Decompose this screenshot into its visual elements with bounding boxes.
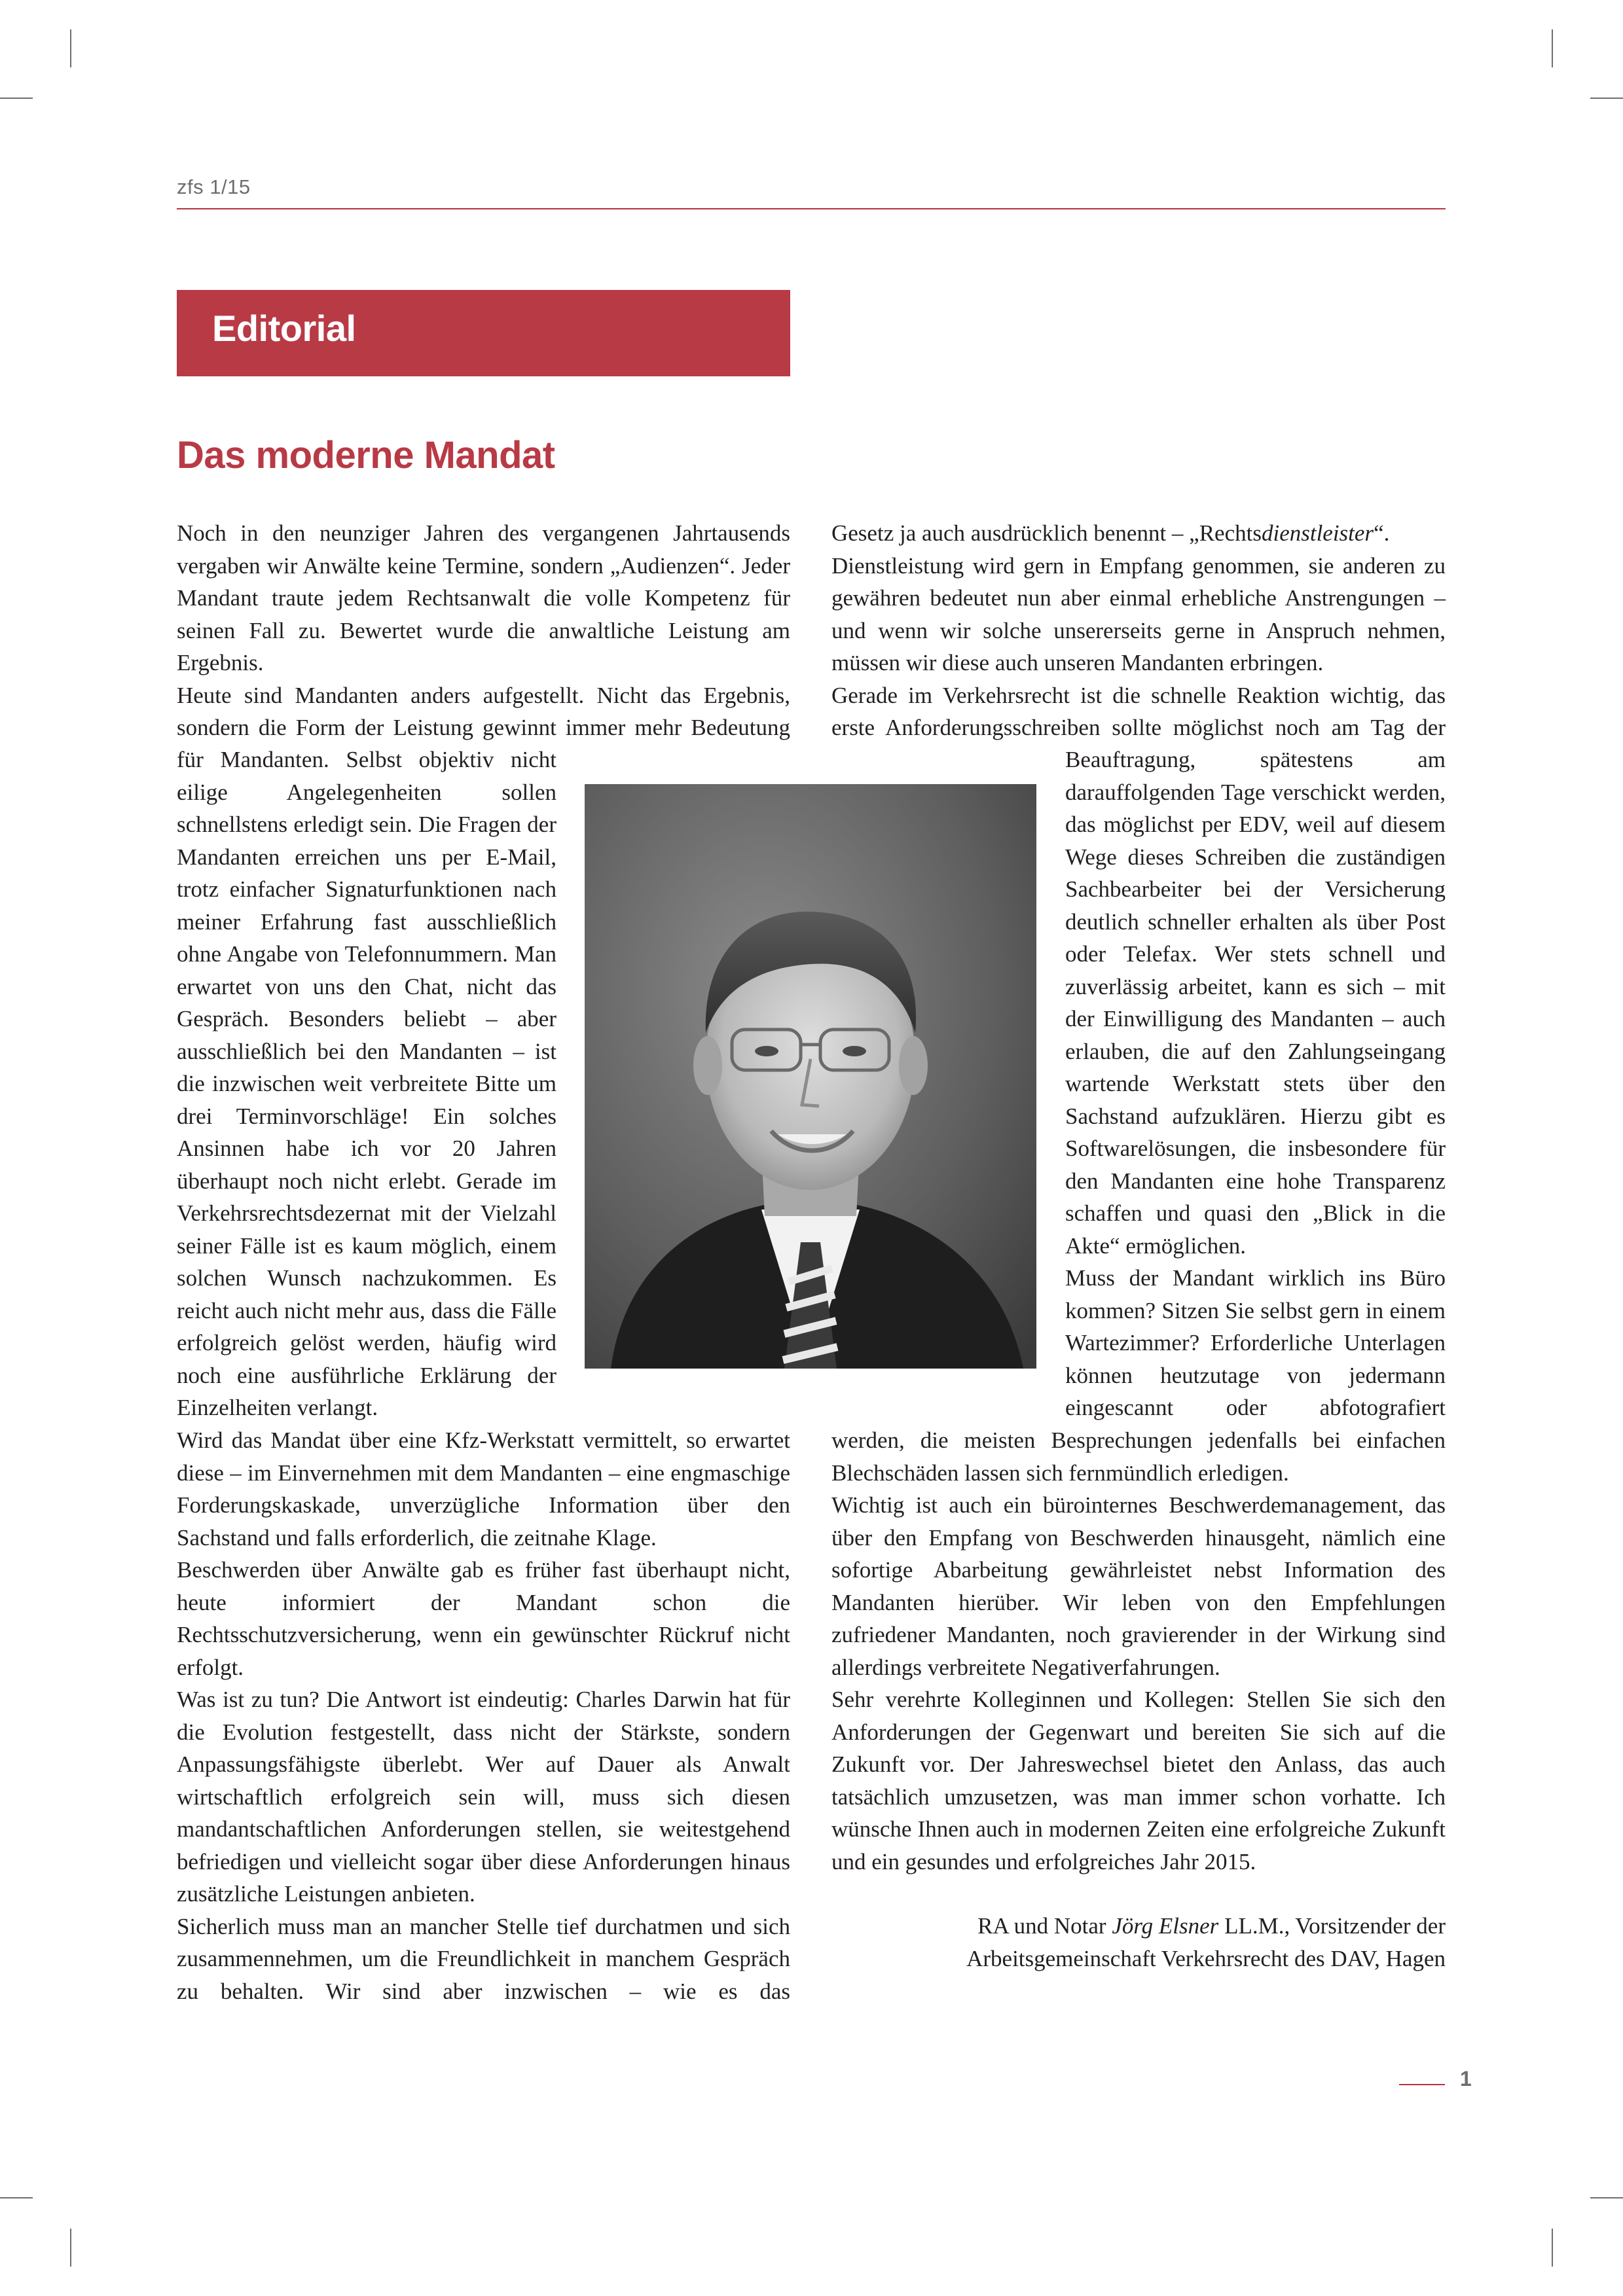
paragraph: für Mandanten. Selbst objektiv nicht eilige Angelegenheiten sollen schnellstens erledigt sein. Die Fragen der Mandanten erreichen uns per E-Mail, trotz einfacher Signaturfunktionen nach meiner Erfahrung fast ausschließlich ohne Angabe von Telefonnummern. Man erwartet von uns den Chat, nicht das Gespräch. Besonders beliebt – aber ausschließlich bei den Mandanten – ist die inzwischen weit verbreitete Bitte um drei Terminvorschläge! Ein solches Ansinnen habe ich vor 20 Jahren überhaupt noch nicht erlebt. Gerade im Verkehrsrechtsdezernat mit der Vielzahl seiner Fälle ist es kaum möglich, einem solchen Wunsch nachzukommen. Es reicht auch nicht mehr aus, dass die Fälle erfolgreich gelöst werden, häufig wird noch eine ausführliche Erklärung der Einzelheiten verlangt.: [177, 747, 556, 1420]
paragraph: Wird das Mandat über eine Kfz-Werkstatt vermittelt, so erwartet diese – im Einvernehmen mit dem Mandanten – eine engmaschige Forderungskaskade, unverzügliche Information über den Sachstand und falls erforderlich, die zeitnahe Klage.: [177, 1427, 790, 1551]
paragraph: Muss der Mandant wirklich ins Büro kommen? Sitzen Sie selbst gern in einem Wartezimmer? Erforderliche Unterlagen können heutzutage von jedermann eingescannt oder abfotografiert: [1065, 1265, 1446, 1420]
text-run: “.: [1374, 520, 1390, 546]
text-run: Gesetz ja auch ausdrücklich benennt – „Rechts: [831, 520, 1262, 546]
text-run: LL.M., Vorsitzender der: [1218, 1913, 1446, 1939]
running-header: [177, 175, 1446, 199]
paragraph: Noch in den neunziger Jahren des vergangenen Jahrtausends vergaben wir Anwälte keine Termine, sondern „Audienzen“. Jeder Mandant traute jedem Rechtsanwalt die volle Kompetenz für seinen Fall zu. Bewertet wurde die anwaltliche Leistung am Ergebnis.: [177, 520, 790, 675]
header-rule: [177, 208, 1446, 209]
author-name: Jörg Elsner: [1112, 1913, 1219, 1939]
crop-mark: [1552, 2229, 1553, 2267]
footer-rule: [1399, 2084, 1445, 2085]
crop-mark: [70, 29, 71, 67]
page-number: 1: [1460, 2067, 1472, 2090]
signature-line-2: Arbeitsgemeinschaft Verkehrsrecht des DAV, Hagen: [966, 1945, 1446, 1971]
right-column-narrow: [1065, 744, 1446, 1424]
left-column-bottom: [177, 1424, 790, 2007]
paragraph: [831, 517, 1446, 550]
journal-issue: zfs 1/15: [177, 175, 251, 198]
italic-text-run: dienstleister: [1261, 520, 1374, 546]
section-banner: [177, 290, 790, 376]
paragraph: Wichtig ist auch ein bürointernes Beschwerdemanagement, das über den Empfang von Beschwerden hinausgeht, nämlich eine sofortige Abarbeitung gewährleistet nebst Information des Mandanten hierüber. Wir leben von den Empfehlungen zufriedener Mandanten, noch gravierender in der Wirkung sind allerdings verbreitete Negativerfahrungen.: [831, 1492, 1446, 1680]
paragraph: Sehr verehrte Kolleginnen und Kollegen: Stellen Sie sich den Anforderungen der Gegenwart und bereiten Sie sich auf die Zukunft vor. Der Jahreswechsel bietet den Anlass, das auch tatsächlich umzusetzen, was man immer schon vorhatte. Ich wünsche Ihnen auch in modernen Zeiten eine erfolgreiche Zukunft und ein gesundes und erfolgreiches Jahr 2015.: [831, 1687, 1446, 1874]
crop-mark: [1552, 29, 1553, 67]
left-column-top: [177, 517, 790, 744]
crop-mark: [0, 2197, 33, 2198]
author-signature: [831, 1910, 1446, 1975]
right-column-bottom: [831, 1424, 1446, 1878]
crop-mark: [1590, 98, 1623, 99]
text-run: RA und Notar: [977, 1913, 1112, 1939]
signature-line-1: [831, 1910, 1446, 1943]
paragraph: Gerade im Verkehrsrecht ist die schnelle Reaktion wichtig, das erste Anforderungsschreiben sollte möglichst noch am Tag der: [831, 682, 1446, 740]
section-label: Editorial: [212, 308, 356, 349]
paragraph: Beschwerden über Anwälte gab es früher fast überhaupt nicht, heute informiert der Mandant schon die Rechtsschutzversicherung, wenn ein gewünschter Rückruf nicht erfolgt.: [177, 1557, 790, 1680]
right-column-top: [831, 517, 1446, 744]
paragraph: Sicherlich muss man an mancher Stelle tief durchatmen und sich zusammennehmen, um die Freundlichkeit in manchem Gespräch zu behalten. Wir sind aber inzwischen – wie es das: [177, 1913, 790, 2004]
author-portrait: [585, 784, 1036, 1369]
crop-mark: [70, 2229, 71, 2267]
paragraph: Was ist zu tun? Die Antwort ist eindeutig: Charles Darwin hat für die Evolution festgestellt, dass nicht der Stärkste, sondern Anpassungsfähigste überlebt. Wer auf Dauer als Anwalt wirtschaftlich erfolgreich sein will, muss sich diesen mandantschaftlichen Anforderungen stellen, sie weitestgehend befriedigen und vielleicht sogar über diese Anforderungen hinaus zusätzliche Leistungen anbieten.: [177, 1687, 790, 1907]
article-title: Das moderne Mandat: [177, 434, 555, 476]
paragraph: werden, die meisten Besprechungen jedenfalls bei einfachen Blechschäden lassen sich fernmündlich erledigen.: [831, 1427, 1446, 1486]
crop-mark: [1590, 2197, 1623, 2198]
paragraph: Beauftragung, spätestens am darauffolgenden Tage verschickt werden, das möglichst per EDV, weil auf diesem Wege dieses Schreiben die zuständigen Sachbearbeiter bei der Versicherung deutlich schneller erhalten als über Post oder Telefax. Wer stets schnell und zuverlässig arbeitet, kann es sich – mit der Einwilligung des Mandanten – auch erlauben, die auf den Zahlungseingang wartende Werkstatt stets über den Sachstand aufzuklären. Hierzu gibt es Softwarelösungen, die insbesondere für den Mandanten eine hohe Transparenz schaffen und quasi den „Blick in die Akte“ ermöglichen.: [1065, 747, 1446, 1259]
left-column-narrow: [177, 744, 556, 1424]
paragraph: Dienstleistung wird gern in Empfang genommen, sie anderen zu gewähren bedeutet nun aber einmal erhebliche Anstrengungen – und wenn wir solche unsererseits gerne in Anspruch nehmen, müssen wir diese auch unseren Mandanten erbringen.: [831, 552, 1446, 675]
paragraph: Heute sind Mandanten anders aufgestellt. Nicht das Ergebnis, sondern die Form der Leistung gewinnt immer mehr Bedeutung: [177, 682, 790, 740]
crop-mark: [0, 98, 33, 99]
